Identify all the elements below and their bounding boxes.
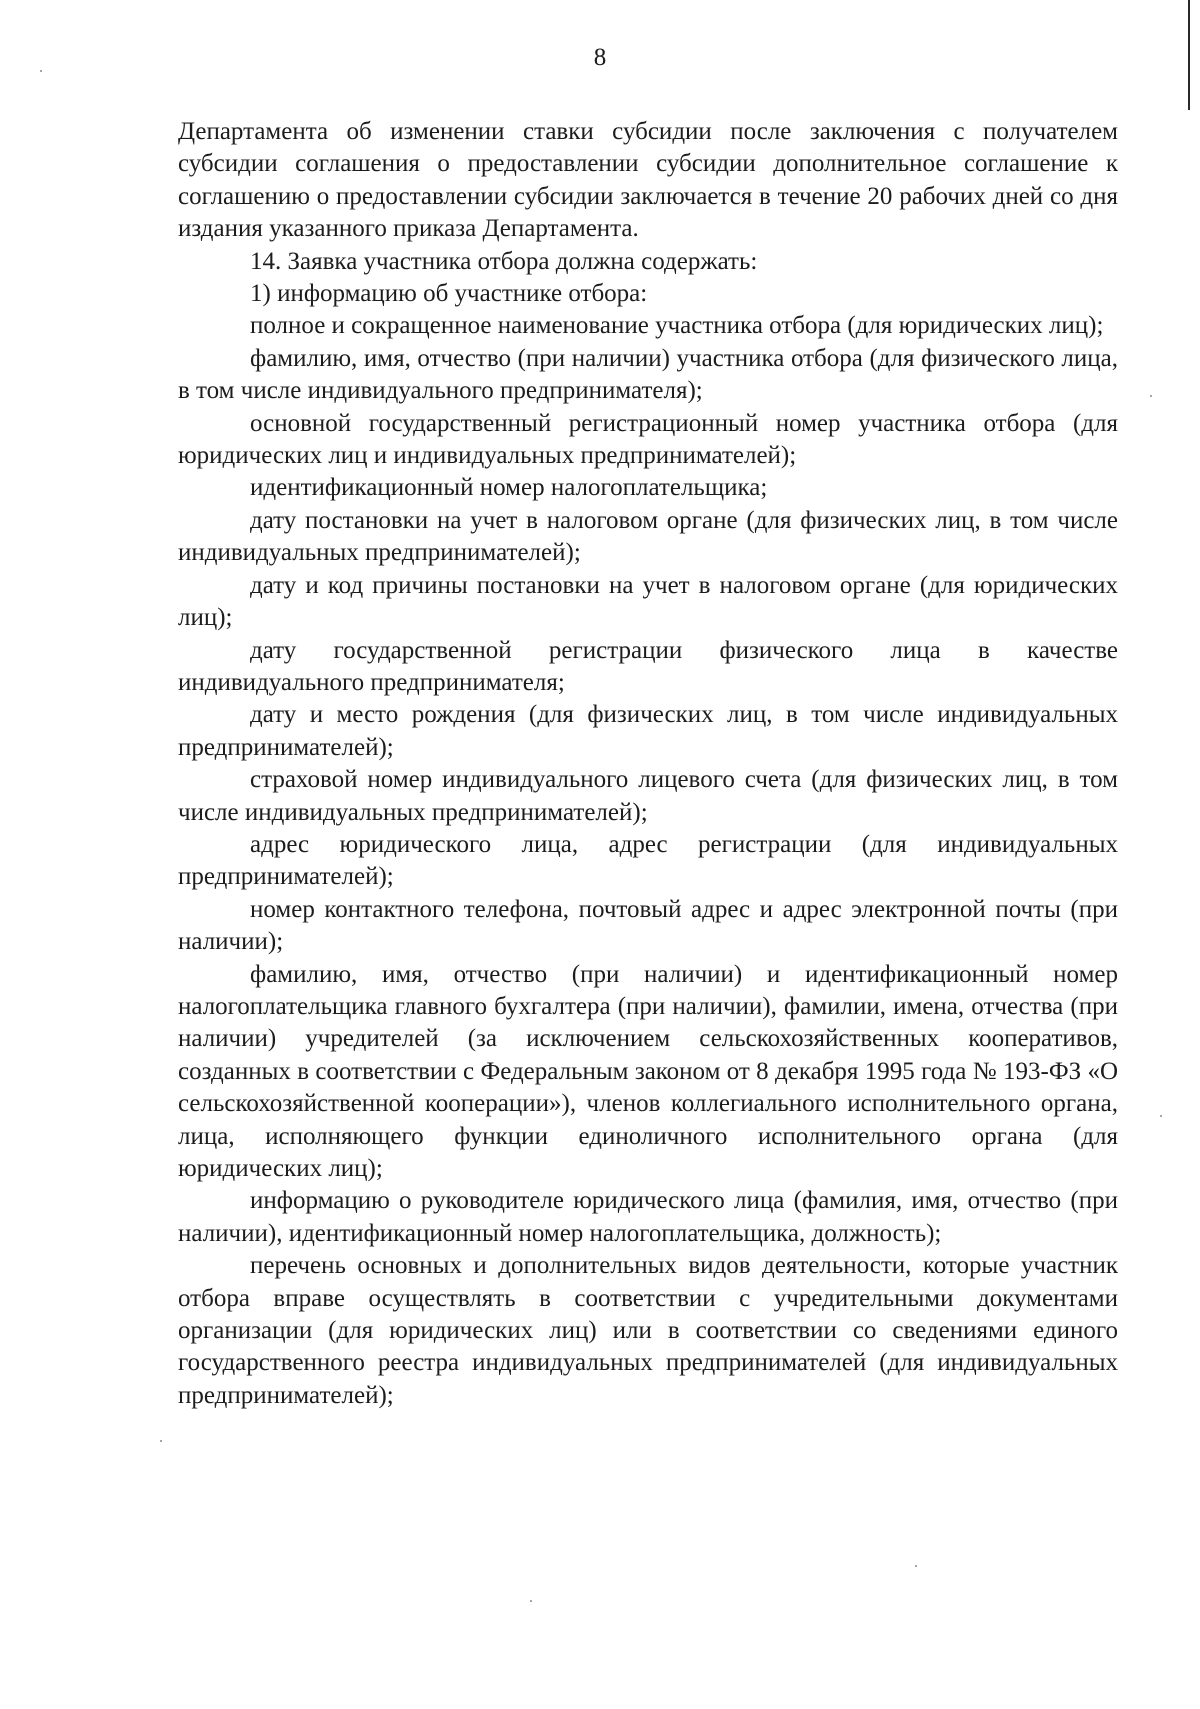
scan-speck (915, 1565, 917, 1567)
paragraph-director-info: информацию о руководителе юридического лица (фамилия, имя, отчество (при наличии), идентификационный номер налогоплательщика, должность); (178, 1187, 1118, 1247)
paragraph-snils: страховой номер индивидуального лицевого счета (для физических лиц, в том числе индивидуальных предпринимателей); (178, 766, 1118, 826)
document-body (178, 116, 1118, 1412)
paragraph-continuation: Департамента об изменении ставки субсидии после заключения с получателем субсидии соглашения о предоставлении субсидии дополнительное соглашение к соглашению о предоставлении субсидии заключается в течение 20 рабочих дней со дня издания указанного приказа Департамента. (178, 118, 1118, 243)
paragraph-item-14: 14. Заявка участника отбора должна содержать: (250, 247, 758, 275)
paragraph-full-name: полное и сокращенное наименование участника отбора (для юридических лиц); (250, 312, 1104, 340)
paragraph-inn: идентификационный номер налогоплательщика; (250, 474, 768, 502)
scan-speck (1160, 1115, 1162, 1117)
paragraph-address: адрес юридического лица, адрес регистрации (для индивидуальных предпринимателей); (178, 830, 1118, 891)
scan-speck (1150, 395, 1152, 397)
paragraph-contacts: номер контактного телефона, почтовый адрес и адрес электронной почты (при наличии); (178, 895, 1118, 956)
page-number: 8 (593, 44, 607, 71)
paragraph-ogrn: основной государственный регистрационный номер участника отбора (для юридических лиц и индивидуальных предпринимателей); (178, 409, 1118, 470)
paragraph-activity-list: перечень основных и дополнительных видов деятельности, которые участник отбора вправе осуществлять в соответствии с учредительными документами организации (для юридических лиц) или в соответствии со сведениями единого государственного реестра индивидуальных предпринимателей (для индивидуальных предпринимателей); (178, 1252, 1118, 1409)
paragraph-kpp: дату и код причины постановки на учет в налоговом органе (для юридических лиц); (178, 571, 1118, 632)
paragraph-subitem-1: 1) информацию об участнике отбора: (250, 280, 648, 308)
scan-speck (160, 1440, 162, 1442)
paragraph-birth-date-place: дату и место рождения (для физических лиц, в том числе индивидуальных предпринимателей); (178, 701, 1118, 761)
paragraph-fio: фамилию, имя, отчество (при наличии) участника отбора (для физического лица, в том числе индивидуального предпринимателя); (178, 344, 1118, 405)
paragraph-accountant-founders: фамилию, имя, отчество (при наличии) и идентификационный номер налогоплательщика главного бухгалтера (при наличии), фамилии, имена, отчества (при наличии) учредителей (за исключением сельскохозяйственных кооперативов, созданных в соответствии с Федеральным законом от 8 декабря 1995 года № 193-ФЗ «О сельскохозяйственной кооперации»), членов коллегиального исполнительного органа, лица, исполняющего функции единоличного исполнительного органа (для юридических лиц); (178, 960, 1118, 1182)
scan-speck (530, 1600, 532, 1602)
paragraph-tax-registration-date: дату постановки на учет в налоговом органе (для физических лиц, в том числе индивидуальных предпринимателей); (178, 506, 1118, 567)
paragraph-ip-registration-date: дату государственной регистрации физического лица в качестве индивидуального предпринимателя; (178, 636, 1118, 696)
